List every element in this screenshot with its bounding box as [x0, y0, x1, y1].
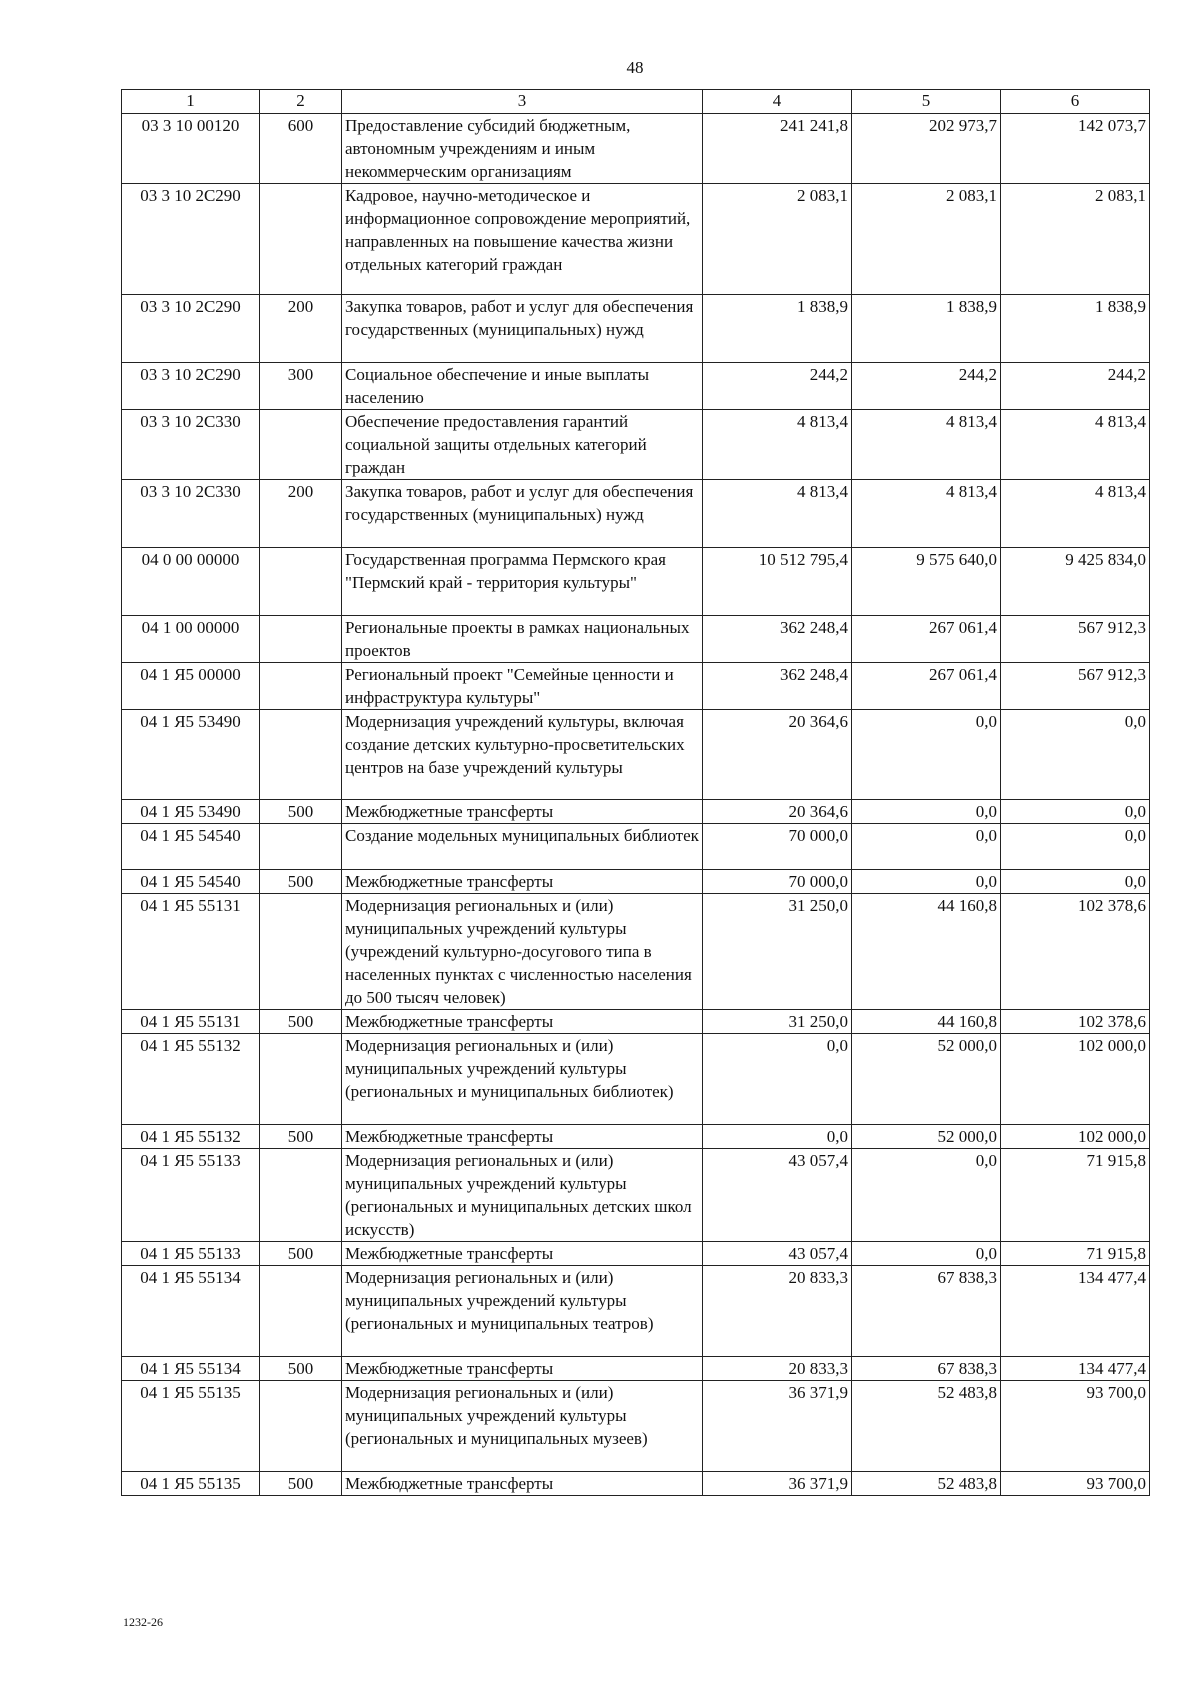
table-row: [122, 1010, 1150, 1034]
name-cell: Предоставление субсидий бюджетным, автономным учреждениям и иным некоммерческим организациям: [342, 114, 703, 184]
value-col4-cell: 20 833,3: [703, 1266, 852, 1357]
value-col5-cell: 52 483,8: [852, 1381, 1001, 1472]
value-col4-cell: 20 833,3: [703, 1357, 852, 1381]
value-col6-cell: 0,0: [1001, 824, 1150, 870]
code-cell: 03 3 10 2С290: [122, 363, 260, 410]
value-col4-cell: 2 083,1: [703, 184, 852, 295]
name-cell: Модернизация учреждений культуры, включая создание детских культурно-просветительских центров на базе учреждений культуры: [342, 710, 703, 800]
name-cell: Межбюджетные трансферты: [342, 1125, 703, 1149]
table-row: [122, 710, 1150, 800]
table-row: [122, 1242, 1150, 1266]
value-col5-cell: 67 838,3: [852, 1357, 1001, 1381]
code-cell: 03 3 10 00120: [122, 114, 260, 184]
code-cell: 04 1 00 00000: [122, 616, 260, 663]
expense-type-cell: 500: [260, 870, 342, 894]
column-header-2: 2: [260, 90, 342, 114]
value-col4-cell: 362 248,4: [703, 663, 852, 710]
value-col4-cell: 20 364,6: [703, 800, 852, 824]
value-col4-cell: 4 813,4: [703, 480, 852, 548]
table-row: [122, 1357, 1150, 1381]
table-row: [122, 1472, 1150, 1496]
table-row: [122, 114, 1150, 184]
value-col6-cell: 1 838,9: [1001, 295, 1150, 363]
value-col5-cell: 44 160,8: [852, 894, 1001, 1010]
value-col5-cell: 1 838,9: [852, 295, 1001, 363]
value-col5-cell: 9 575 640,0: [852, 548, 1001, 616]
expense-type-cell: [260, 663, 342, 710]
value-col5-cell: 44 160,8: [852, 1010, 1001, 1034]
name-cell: Закупка товаров, работ и услуг для обеспечения государственных (муниципальных) нужд: [342, 480, 703, 548]
value-col6-cell: 2 083,1: [1001, 184, 1150, 295]
value-col4-cell: 43 057,4: [703, 1149, 852, 1242]
name-cell: Межбюджетные трансферты: [342, 870, 703, 894]
code-cell: 04 1 Я5 55131: [122, 1010, 260, 1034]
value-col6-cell: 4 813,4: [1001, 410, 1150, 480]
value-col6-cell: 93 700,0: [1001, 1472, 1150, 1496]
value-col4-cell: 1 838,9: [703, 295, 852, 363]
value-col4-cell: 244,2: [703, 363, 852, 410]
value-col5-cell: 0,0: [852, 800, 1001, 824]
name-cell: Создание модельных муниципальных библиотек: [342, 824, 703, 870]
name-cell: Региональный проект "Семейные ценности и инфраструктура культуры": [342, 663, 703, 710]
value-col5-cell: 52 000,0: [852, 1125, 1001, 1149]
value-col6-cell: 71 915,8: [1001, 1149, 1150, 1242]
table-row: [122, 548, 1150, 616]
table-row: [122, 480, 1150, 548]
value-col6-cell: 102 000,0: [1001, 1125, 1150, 1149]
column-header-3: 3: [342, 90, 703, 114]
table-header-row: [122, 90, 1150, 114]
name-cell: Модернизация региональных и (или) муниципальных учреждений культуры (учреждений культурно-досугового типа в населенных пунктах с численностью населения до 500 тысяч человек): [342, 894, 703, 1010]
code-cell: 04 1 Я5 55135: [122, 1472, 260, 1496]
value-col5-cell: 267 061,4: [852, 663, 1001, 710]
code-cell: 04 1 Я5 55132: [122, 1125, 260, 1149]
name-cell: Обеспечение предоставления гарантий социальной защиты отдельных категорий граждан: [342, 410, 703, 480]
value-col5-cell: 52 000,0: [852, 1034, 1001, 1125]
column-header-5: 5: [852, 90, 1001, 114]
code-cell: 04 1 Я5 55135: [122, 1381, 260, 1472]
code-cell: 04 1 Я5 55133: [122, 1242, 260, 1266]
value-col6-cell: 102 000,0: [1001, 1034, 1150, 1125]
code-cell: 04 1 Я5 54540: [122, 870, 260, 894]
footer-code: 1232-26: [123, 1615, 163, 1629]
expense-type-cell: [260, 1034, 342, 1125]
value-col6-cell: 102 378,6: [1001, 894, 1150, 1010]
page-number: 48: [626, 58, 644, 77]
column-header-6: 6: [1001, 90, 1150, 114]
value-col5-cell: 0,0: [852, 1242, 1001, 1266]
value-col6-cell: 142 073,7: [1001, 114, 1150, 184]
value-col4-cell: 4 813,4: [703, 410, 852, 480]
value-col6-cell: 4 813,4: [1001, 480, 1150, 548]
name-cell: Модернизация региональных и (или) муниципальных учреждений культуры (региональных и муниципальных библиотек): [342, 1034, 703, 1125]
table-row: [122, 1149, 1150, 1242]
name-cell: Модернизация региональных и (или) муниципальных учреждений культуры (региональных и муниципальных музеев): [342, 1381, 703, 1472]
expense-type-cell: 200: [260, 480, 342, 548]
code-cell: 04 1 Я5 55133: [122, 1149, 260, 1242]
expense-type-cell: [260, 410, 342, 480]
expense-type-cell: [260, 616, 342, 663]
expense-type-cell: 500: [260, 1357, 342, 1381]
table-row: [122, 1125, 1150, 1149]
value-col5-cell: 0,0: [852, 710, 1001, 800]
value-col6-cell: 0,0: [1001, 870, 1150, 894]
table-row: [122, 663, 1150, 710]
value-col5-cell: 0,0: [852, 824, 1001, 870]
table-row: [122, 616, 1150, 663]
expense-type-cell: [260, 548, 342, 616]
table-row: [122, 800, 1150, 824]
value-col5-cell: 0,0: [852, 870, 1001, 894]
name-cell: Кадровое, научно-методическое и информационное сопровождение мероприятий, направленных на повышение качества жизни отдельных категорий граждан: [342, 184, 703, 295]
value-col4-cell: 31 250,0: [703, 1010, 852, 1034]
name-cell: Межбюджетные трансферты: [342, 1357, 703, 1381]
budget-table: [121, 89, 1150, 1496]
value-col6-cell: 0,0: [1001, 800, 1150, 824]
table-row: [122, 1381, 1150, 1472]
code-cell: 04 1 Я5 55134: [122, 1266, 260, 1357]
value-col6-cell: 244,2: [1001, 363, 1150, 410]
value-col6-cell: 567 912,3: [1001, 663, 1150, 710]
value-col4-cell: 31 250,0: [703, 894, 852, 1010]
name-cell: Региональные проекты в рамках национальных проектов: [342, 616, 703, 663]
value-col6-cell: 134 477,4: [1001, 1357, 1150, 1381]
expense-type-cell: [260, 1266, 342, 1357]
expense-type-cell: 500: [260, 1125, 342, 1149]
code-cell: 03 3 10 2С330: [122, 410, 260, 480]
value-col6-cell: 0,0: [1001, 710, 1150, 800]
value-col5-cell: 4 813,4: [852, 410, 1001, 480]
table-row: [122, 295, 1150, 363]
value-col4-cell: 70 000,0: [703, 824, 852, 870]
name-cell: Модернизация региональных и (или) муниципальных учреждений культуры (региональных и муниципальных театров): [342, 1266, 703, 1357]
value-col4-cell: 43 057,4: [703, 1242, 852, 1266]
value-col6-cell: 567 912,3: [1001, 616, 1150, 663]
value-col5-cell: 244,2: [852, 363, 1001, 410]
value-col4-cell: 70 000,0: [703, 870, 852, 894]
name-cell: Закупка товаров, работ и услуг для обеспечения государственных (муниципальных) нужд: [342, 295, 703, 363]
table-row: [122, 410, 1150, 480]
expense-type-cell: 500: [260, 1010, 342, 1034]
table-row: [122, 824, 1150, 870]
column-header-1: 1: [122, 90, 260, 114]
code-cell: 04 1 Я5 53490: [122, 800, 260, 824]
name-cell: Модернизация региональных и (или) муниципальных учреждений культуры (региональных и муниципальных детских школ искусств): [342, 1149, 703, 1242]
expense-type-cell: [260, 184, 342, 295]
expense-type-cell: 500: [260, 1242, 342, 1266]
value-col6-cell: 71 915,8: [1001, 1242, 1150, 1266]
value-col4-cell: 36 371,9: [703, 1381, 852, 1472]
name-cell: Социальное обеспечение и иные выплаты населению: [342, 363, 703, 410]
name-cell: Межбюджетные трансферты: [342, 1472, 703, 1496]
value-col5-cell: 202 973,7: [852, 114, 1001, 184]
table-row: [122, 363, 1150, 410]
table-row: [122, 894, 1150, 1010]
expense-type-cell: 300: [260, 363, 342, 410]
value-col5-cell: 4 813,4: [852, 480, 1001, 548]
expense-type-cell: 500: [260, 800, 342, 824]
code-cell: 04 1 Я5 53490: [122, 710, 260, 800]
table-row: [122, 870, 1150, 894]
value-col5-cell: 267 061,4: [852, 616, 1001, 663]
name-cell: Межбюджетные трансферты: [342, 1010, 703, 1034]
expense-type-cell: [260, 1381, 342, 1472]
value-col5-cell: 52 483,8: [852, 1472, 1001, 1496]
code-cell: 04 0 00 00000: [122, 548, 260, 616]
value-col5-cell: 2 083,1: [852, 184, 1001, 295]
column-header-4: 4: [703, 90, 852, 114]
value-col6-cell: 9 425 834,0: [1001, 548, 1150, 616]
name-cell: Межбюджетные трансферты: [342, 800, 703, 824]
expense-type-cell: [260, 894, 342, 1010]
expense-type-cell: 600: [260, 114, 342, 184]
code-cell: 04 1 Я5 00000: [122, 663, 260, 710]
expense-type-cell: [260, 710, 342, 800]
value-col6-cell: 134 477,4: [1001, 1266, 1150, 1357]
value-col6-cell: 93 700,0: [1001, 1381, 1150, 1472]
value-col4-cell: 0,0: [703, 1034, 852, 1125]
name-cell: Государственная программа Пермского края "Пермский край - территория культуры": [342, 548, 703, 616]
value-col4-cell: 20 364,6: [703, 710, 852, 800]
table-row: [122, 1034, 1150, 1125]
code-cell: 04 1 Я5 55134: [122, 1357, 260, 1381]
expense-type-cell: 500: [260, 1472, 342, 1496]
value-col4-cell: 36 371,9: [703, 1472, 852, 1496]
code-cell: 04 1 Я5 55132: [122, 1034, 260, 1125]
expense-type-cell: 200: [260, 295, 342, 363]
value-col4-cell: 241 241,8: [703, 114, 852, 184]
name-cell: Межбюджетные трансферты: [342, 1242, 703, 1266]
expense-type-cell: [260, 1149, 342, 1242]
value-col4-cell: 0,0: [703, 1125, 852, 1149]
value-col4-cell: 362 248,4: [703, 616, 852, 663]
value-col6-cell: 102 378,6: [1001, 1010, 1150, 1034]
code-cell: 03 3 10 2С290: [122, 184, 260, 295]
value-col5-cell: 67 838,3: [852, 1266, 1001, 1357]
table-body: [122, 114, 1150, 1496]
table-row: [122, 1266, 1150, 1357]
table-row: [122, 184, 1150, 295]
code-cell: 04 1 Я5 55131: [122, 894, 260, 1010]
value-col5-cell: 0,0: [852, 1149, 1001, 1242]
code-cell: 04 1 Я5 54540: [122, 824, 260, 870]
value-col4-cell: 10 512 795,4: [703, 548, 852, 616]
expense-type-cell: [260, 824, 342, 870]
code-cell: 03 3 10 2С330: [122, 480, 260, 548]
code-cell: 03 3 10 2С290: [122, 295, 260, 363]
